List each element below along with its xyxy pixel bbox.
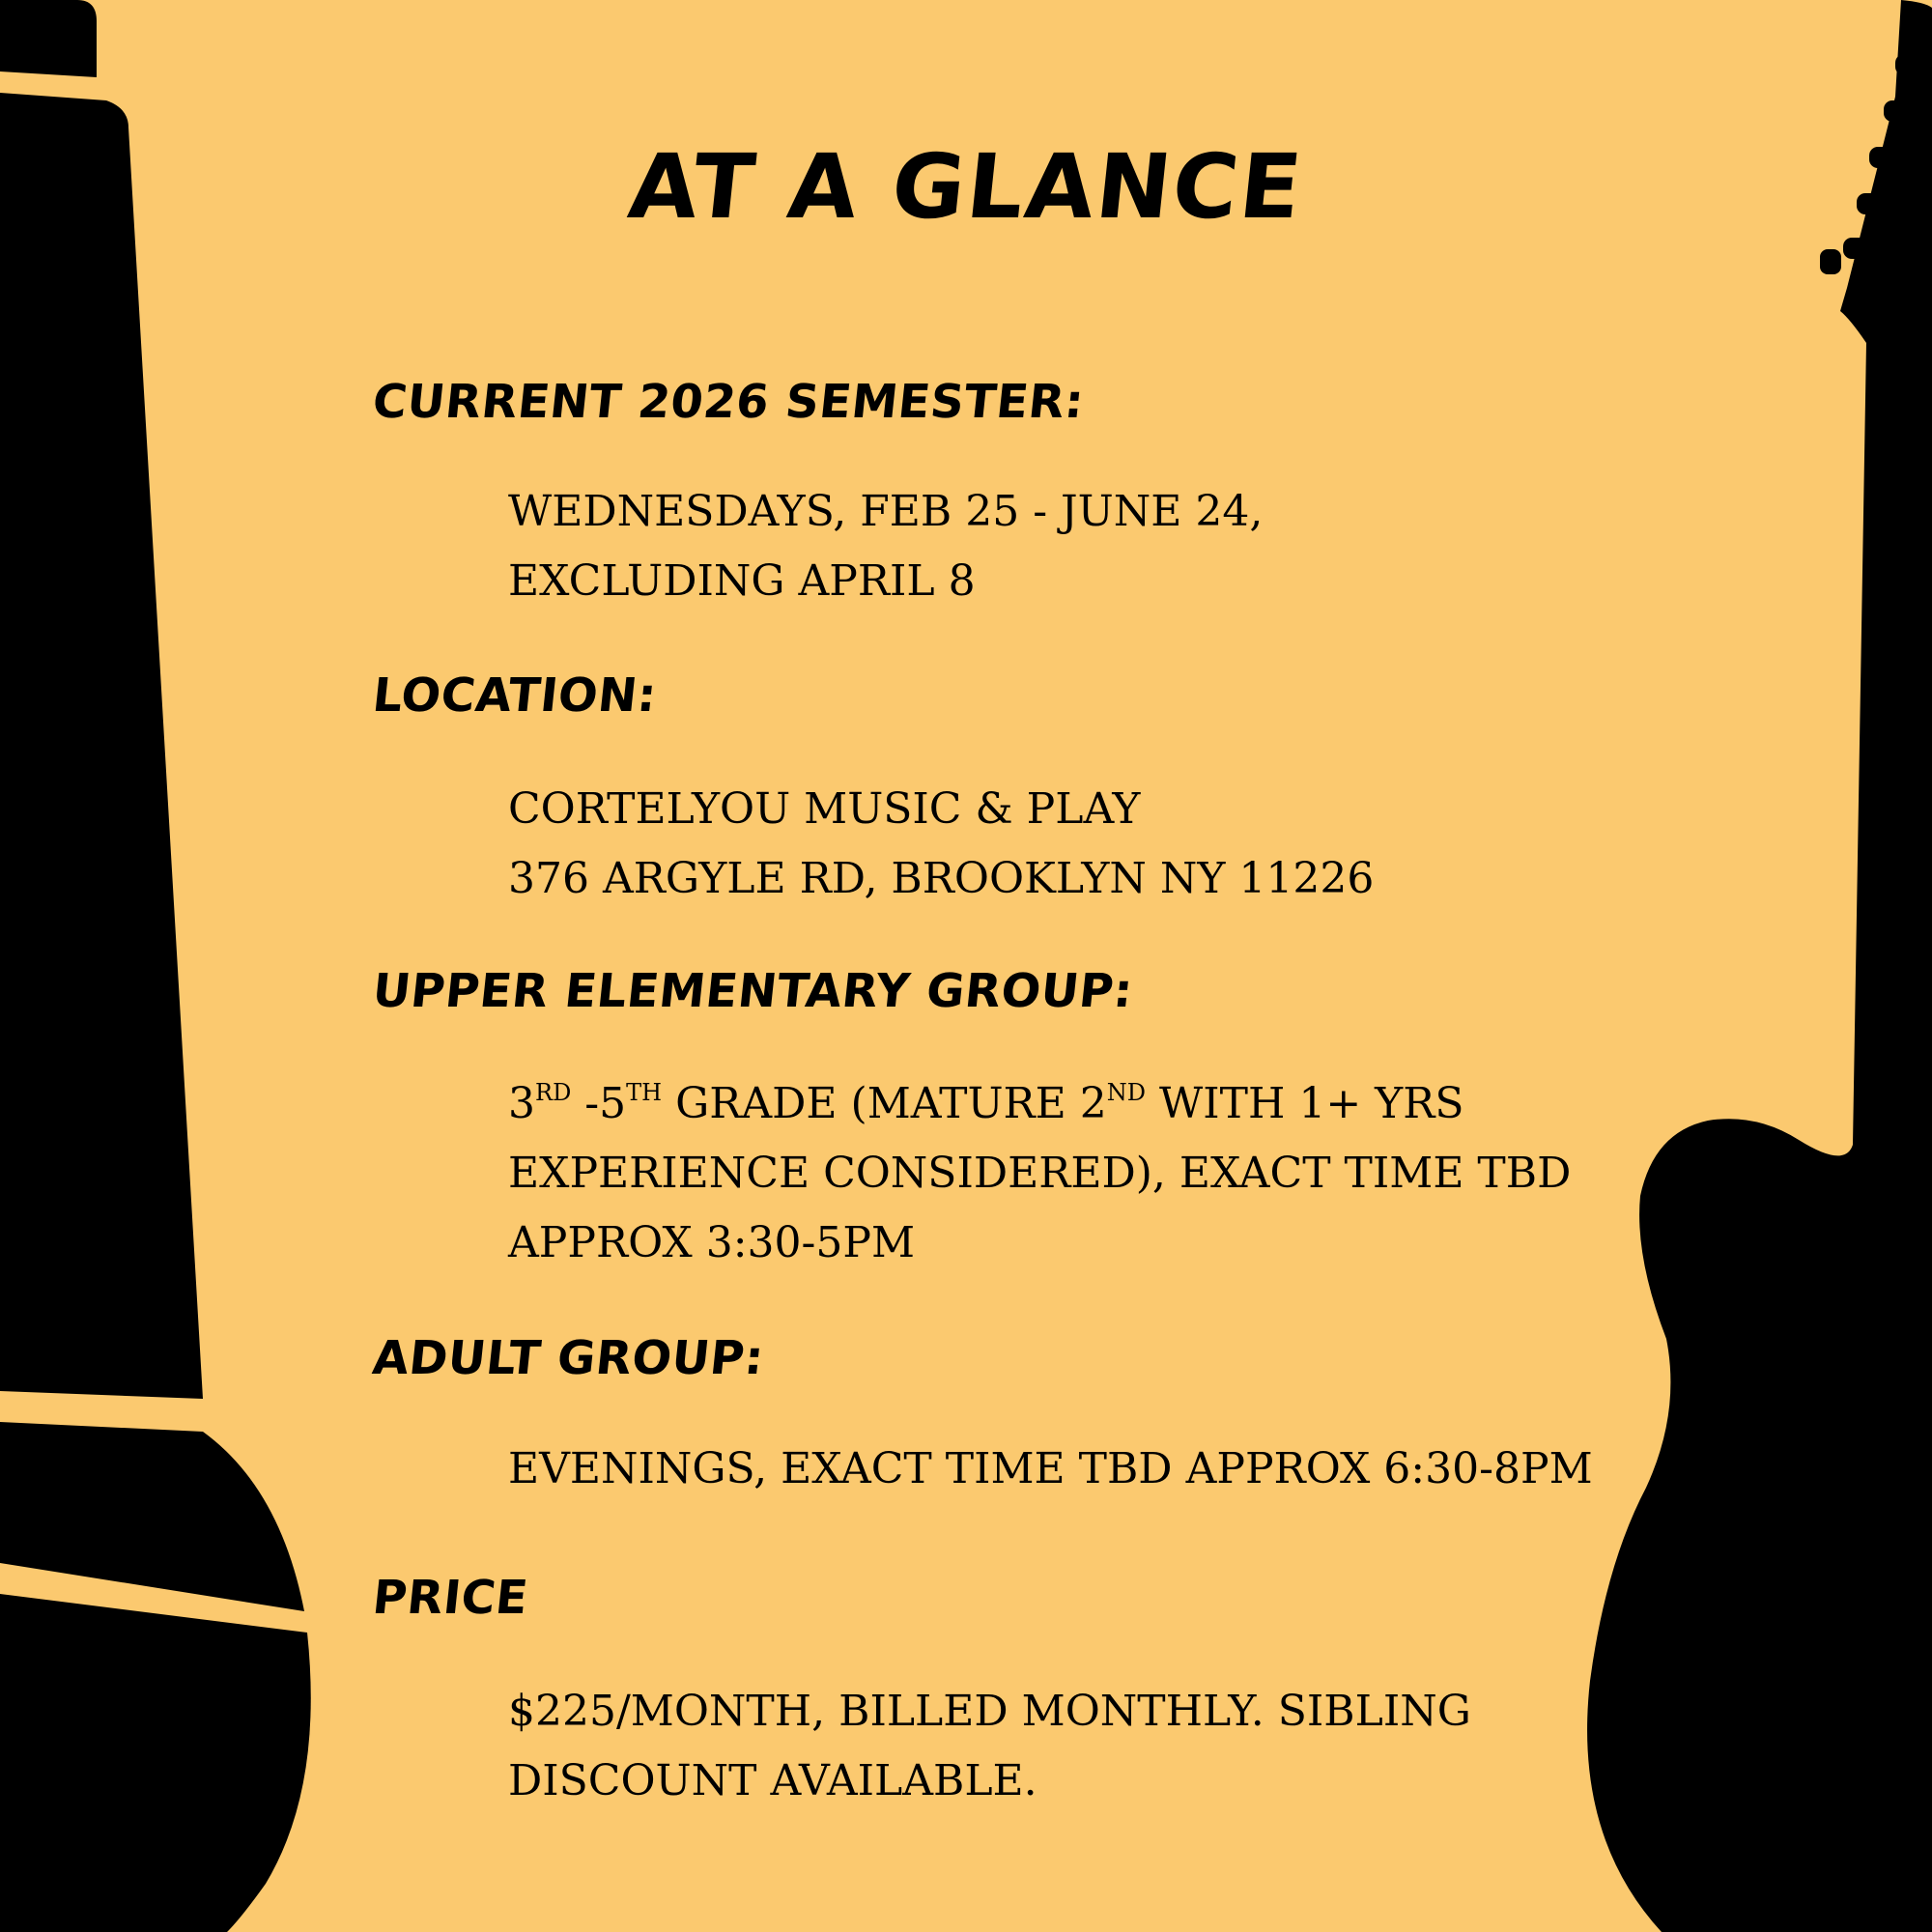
upper-elementary-details: [508, 1069, 1571, 1278]
semester-heading: CURRENT 2026 SEMESTER:: [370, 375, 1087, 429]
adult-group-heading: ADULT GROUP:: [370, 1331, 767, 1385]
semester-line: EXCLUDING APRIL 8: [508, 556, 976, 606]
page-title: AT A GLANCE: [623, 135, 1309, 239]
price-details: [508, 1677, 1471, 1816]
upper-elementary-heading: UPPER ELEMENTARY GROUP:: [370, 964, 1136, 1018]
microphone-silhouette-icon: [0, 0, 311, 1932]
adult-group-details: [508, 1435, 1593, 1504]
location-details: [508, 775, 1374, 914]
grade-range-line: 3RD -5TH GRADE (MATURE 2ND WITH 1+ YRS: [508, 1079, 1464, 1128]
electric-guitar-silhouette-icon: [1587, 0, 1932, 1932]
price-line: DISCOUNT AVAILABLE.: [508, 1756, 1037, 1805]
price-line: $225/MONTH, BILLED MONTHLY. SIBLING: [508, 1687, 1471, 1736]
location-address: 376 ARGYLE RD, BROOKLYN NY 11226: [508, 854, 1375, 903]
location-heading: LOCATION:: [370, 668, 660, 723]
semester-details: [508, 477, 1263, 616]
adult-group-line: EVENINGS, EXACT TIME TBD APPROX 6:30-8PM: [508, 1444, 1593, 1493]
upper-elementary-line: APPROX 3:30-5PM: [508, 1218, 916, 1267]
semester-line: WEDNESDAYS, FEB 25 - JUNE 24,: [508, 487, 1264, 536]
upper-elementary-line: EXPERIENCE CONSIDERED), EXACT TIME TBD: [508, 1149, 1572, 1198]
price-heading: PRICE: [370, 1571, 531, 1625]
location-name: CORTELYOU MUSIC & PLAY: [508, 784, 1141, 834]
